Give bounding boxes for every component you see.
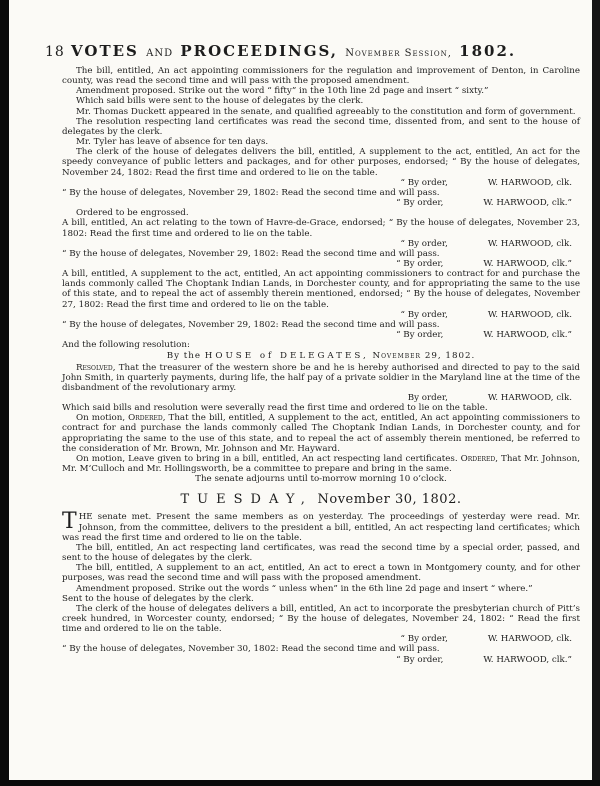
signature-line: By order, W. HARWOOD, clk. xyxy=(407,393,572,403)
paragraph-pitts-creek: The clerk of the house of delegates delivers a bill, entitled, An act to incorporate the presbyterian church of Pitt’s creek hundred, in Worcester county, endorsed; “ By the house of delegates, November 24, 1802: “ Read the first time and ordered to lie on the table. xyxy=(62,603,580,635)
page-title xyxy=(71,42,565,60)
paragraph-read-first: Which said bills and resolution were severally read the first time and ordered to lie on the table. xyxy=(62,403,488,414)
scan-bottom-border xyxy=(0,780,600,786)
paragraph-resolution-land: The resolution respecting land certificates was read the second time, dissented from, and sent to the house of delegates by the clerk. xyxy=(62,116,580,137)
paragraph-denton: The bill, entitled, An act appointing commissioners for the regulation and improvement of Denton, in Caroline county, was read the second time and will pass with the proposed amendment. xyxy=(62,66,580,87)
paragraph-amendment-1: Amendment proposed. Strike out the word “ fifty” in the 10th line 2d page and insert “ sixty.” xyxy=(76,86,489,97)
paragraph-adjourns: The senate adjourns until to-morrow morning 10 o’clock. xyxy=(195,474,447,485)
title-votes: VOTES xyxy=(71,42,139,60)
paragraph-havre: A bill, entitled, An act relating to the town of Havre-de-Grace, endorsed; “ By the house of delegates, November 23, 1802: Read the first time and ordered to lie on the table. xyxy=(62,218,580,239)
title-year: 1802. xyxy=(459,42,517,60)
paragraph-sent: Sent to the house of delegates by the clerk. xyxy=(62,593,254,604)
paragraph-motion-committee: On motion, Leave given to bring in a bill, entitled, An act respecting land certificates. Ordered, That Mr. Johnson, Mr. M‘Culloch and Mr. Hollingsworth, be a committee to prepare and bring in the same. xyxy=(62,453,580,475)
signature-line: “ By order, W. HARWOOD, clk.” xyxy=(396,198,572,209)
paragraph-duckett: Mr. Thomas Duckett appeared in the senate, and qualified agreeably to the constitution and form of government. xyxy=(76,106,576,117)
paragraph-sent-clerk: Which said bills were sent to the house of delegates by the clerk. xyxy=(76,96,364,107)
paragraph-amendment-2: Amendment proposed. Strike out the words “ unless when” in the 6th line 2d page and insert “ where.” xyxy=(76,583,533,594)
title-session: November Session, xyxy=(345,48,452,59)
paragraph-senate-met: THE senate met. Present the same members as on yesterday. The proceedings of yesterday were read. Mr. Johnson, from the committee, delivers to the president a bill, entitled, An act respecting land certificates; which was read the first time and ordered to lie on the table. xyxy=(62,509,580,543)
title-and: AND xyxy=(146,48,174,59)
paragraph-motion-referral: On motion, Ordered, That the bill, entitled, A supplement to the act, entitled, An act appointing commissioners to contract for and purchase the lands commonly called The Choptank Indian Lands, in Dorchester county, and for appropriating the same to the use of this state, and to repeal the act of assembly therein mentioned, be referred to the consideration of Mr. Brown, Mr. Johnson and Mr. Hayward. xyxy=(62,413,580,454)
resolution-heading: By the HOUSE of DELEGATES, November 29, 1802. xyxy=(166,351,476,362)
paragraph-tyler: Mr. Tyler has leave of absence for ten days. xyxy=(76,137,269,148)
signature-line: “ By order, W. HARWOOD, clk.” xyxy=(396,258,572,269)
paragraph-engrossed: Ordered to be engrossed. xyxy=(76,208,189,219)
paragraph-second-read-4: “ By the house of delegates, November 30, 1802: Read the second time and will pass. xyxy=(62,644,440,655)
paragraph-second-read-2: “ By the house of delegates, November 29, 1802: Read the second time and will pass. xyxy=(62,248,440,259)
signature-line: “ By order, W. HARWOOD, clk. xyxy=(400,177,572,188)
signature-line: “ By order, W. HARWOOD, clk. xyxy=(400,634,572,645)
paragraph-second-read-3: “ By the house of delegates, November 29, 1802: Read the second time and will pass. xyxy=(62,319,440,330)
signature-line: “ By order, W. HARWOOD, clk.” xyxy=(396,654,572,665)
signature-line: “ By order, W. HARWOOD, clk.” xyxy=(396,330,572,341)
paragraph-conveyance: The clerk of the house of delegates delivers the bill, entitled, A supplement to the act, entitled, An act for the speedy conveyance of public letters and packages, and for other purposes, endorsed; “ By the house of delegates, November 24, 1802: Read the first time and ordered to lie on the table. xyxy=(62,147,580,178)
page-header xyxy=(45,42,565,62)
paragraph-land-cert-passed: The bill, entitled, An act respecting land certificates, was read the second time by a special order, passed, and sent to the house of delegates by the clerk. xyxy=(62,542,580,564)
page-body xyxy=(62,66,580,665)
drop-cap: T xyxy=(62,509,77,535)
scan-left-border xyxy=(0,0,9,786)
title-proceedings: PROCEEDINGS, xyxy=(180,42,339,60)
paragraph-following: And the following resolution: xyxy=(62,340,190,351)
day-heading: TUESDAY, November 30, 1802. xyxy=(180,492,462,508)
paragraph-choptank: A bill, entitled, A supplement to the act, entitled, An act appointing commissioners to contract for and purchase the lands commonly called The Choptank Indian Lands, in Dorchester county, and for appropriating the same to the use of this state, and to repeal the act of assembly therein mentioned, endorsed; “ By the house of delegates, November 27, 1802: Read the first time and ordered to lie on the table. xyxy=(62,269,580,310)
scan-right-border xyxy=(592,0,600,786)
page-number: 18 xyxy=(45,44,65,60)
paragraph-second-read-1: “ By the house of delegates, November 29, 1802: Read the second time and will pass. xyxy=(62,187,440,198)
signature-line: “ By order, W. HARWOOD, clk. xyxy=(400,238,572,249)
paragraph-montgomery: The bill, entitled, A supplement to an act, entitled, An act to erect a town in Montgomery county, and for other purposes, was read the second time and will pass with the proposed amendment. xyxy=(62,563,580,584)
resolution-text: Resolved, That the treasurer of the western shore be and he is hereby authorised and directed to pay to the said John Smith, in quarterly payments, during life, the half pay of a private soldier in the Maryland line at the time of the disbandment of the revolutionary army. xyxy=(62,362,581,393)
signature-line: “ By order, W. HARWOOD, clk. xyxy=(400,309,572,320)
